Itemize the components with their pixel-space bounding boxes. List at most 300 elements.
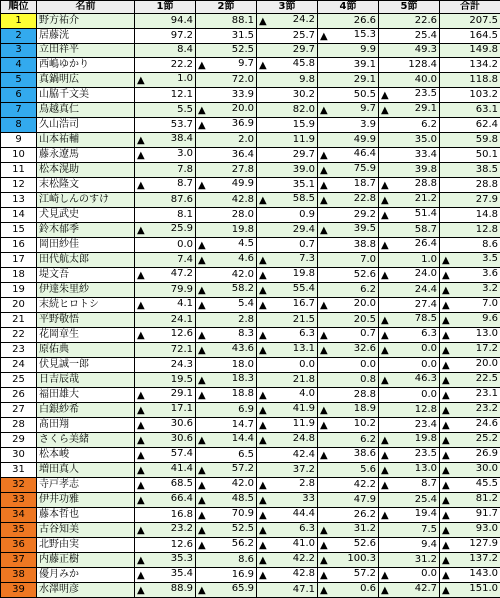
round-2-score — [196, 297, 257, 312]
negative-mark-icon: ▲ — [137, 585, 145, 597]
total-value: 13.0 — [476, 328, 498, 339]
table-row — [1, 192, 500, 207]
score-value: 23.4 — [415, 419, 437, 430]
score-value: 42.0 — [232, 478, 254, 489]
total-value: 91.7 — [476, 508, 498, 519]
round-4-score — [318, 282, 379, 297]
score-value: 42.7 — [415, 583, 437, 594]
negative-mark-icon: ▲ — [320, 420, 328, 432]
total-value: 38.5 — [476, 164, 498, 175]
score-value: 35.0 — [415, 134, 437, 145]
score-value: 82.0 — [293, 104, 315, 115]
negative-mark-icon: ▲ — [381, 375, 389, 387]
score-value: 38.4 — [171, 133, 193, 144]
score-value: 20.5 — [354, 314, 376, 325]
header-round-4: 4節 — [318, 1, 379, 14]
total-score — [440, 14, 500, 29]
negative-mark-icon: ▲ — [137, 135, 145, 147]
total-value: 103.2 — [469, 89, 498, 100]
player-name: 立田祥平 — [37, 44, 135, 57]
score-value: 3.0 — [177, 148, 193, 159]
negative-mark-icon: ▲ — [137, 270, 145, 282]
table-row — [1, 417, 500, 432]
negative-mark-icon: ▲ — [259, 420, 267, 432]
round-2-score — [196, 582, 257, 597]
negative-mark-icon: ▲ — [137, 300, 145, 312]
round-2-score — [196, 537, 257, 552]
round-4-score — [318, 522, 379, 537]
player-name: 優月みか — [37, 567, 135, 582]
score-value: 6.2 — [360, 434, 376, 445]
table-row — [1, 222, 500, 237]
round-4-score — [318, 162, 379, 177]
score-value: 88.1 — [232, 15, 254, 26]
score-value: 75.9 — [354, 163, 376, 174]
round-3-score — [257, 177, 318, 192]
negative-mark-icon: ▲ — [259, 435, 267, 447]
total-score — [440, 237, 500, 252]
header-rank: 順位 — [1, 1, 37, 14]
round-2-score — [196, 102, 257, 117]
total-value: 137.2 — [469, 553, 498, 564]
round-3-score — [257, 492, 318, 507]
table-row — [1, 507, 500, 522]
negative-mark-icon: ▲ — [442, 435, 450, 447]
total-value: 127.9 — [469, 538, 498, 549]
score-value: 66.4 — [171, 493, 193, 504]
negative-mark-icon: ▲ — [137, 450, 145, 462]
rank-cell: 12 — [1, 177, 37, 192]
negative-mark-icon: ▲ — [198, 495, 206, 507]
score-value: 97.2 — [171, 30, 193, 41]
score-value: 26.6 — [354, 15, 376, 26]
negative-mark-icon: ▲ — [381, 465, 389, 477]
player-name: 鳥越真仁 — [37, 102, 135, 117]
score-value: 38.8 — [354, 239, 376, 250]
round-4-score — [318, 147, 379, 162]
round-4-score — [318, 417, 379, 432]
negative-mark-icon: ▲ — [198, 330, 206, 342]
negative-mark-icon: ▲ — [198, 525, 206, 537]
round-4-score — [318, 29, 379, 44]
rank-cell: 25 — [1, 372, 37, 387]
negative-mark-icon: ▲ — [442, 510, 450, 522]
score-value: 12.1 — [171, 89, 193, 100]
total-score — [440, 357, 500, 372]
score-value: 16.8 — [171, 509, 193, 520]
score-value: 128.4 — [408, 59, 437, 70]
total-value: 207.5 — [469, 15, 498, 26]
table-row — [1, 372, 500, 387]
total-value: 23.2 — [476, 403, 498, 414]
negative-mark-icon: ▲ — [442, 495, 450, 507]
negative-mark-icon: ▲ — [259, 16, 267, 28]
player-name: 岡田紗佳 — [37, 237, 135, 252]
header-round-5: 5節 — [379, 1, 440, 14]
total-value: 45.5 — [476, 478, 498, 489]
total-score — [440, 312, 500, 327]
negative-mark-icon: ▲ — [381, 450, 389, 462]
score-value: 25.9 — [171, 223, 193, 234]
score-value: 24.8 — [293, 433, 315, 444]
rank-cell: 4 — [1, 57, 37, 72]
total-score — [440, 432, 500, 447]
score-value: 33.9 — [232, 89, 254, 100]
round-1-score — [135, 552, 196, 567]
round-2-score — [196, 192, 257, 207]
round-4-score — [318, 72, 379, 87]
score-value: 26.2 — [354, 509, 376, 520]
player-name: 鈴木郁季 — [37, 222, 135, 237]
round-4-score — [318, 582, 379, 597]
negative-mark-icon: ▲ — [381, 480, 389, 492]
score-value: 94.4 — [171, 15, 193, 26]
table-row — [1, 342, 500, 357]
negative-mark-icon: ▲ — [381, 315, 389, 327]
negative-mark-icon: ▲ — [259, 555, 267, 567]
score-value: 29.1 — [354, 74, 376, 85]
score-value: 57.2 — [354, 568, 376, 579]
round-5-score — [379, 567, 440, 582]
negative-mark-icon: ▲ — [259, 60, 267, 72]
player-name: 堤文吾 — [37, 267, 135, 282]
round-4-score — [318, 567, 379, 582]
negative-mark-icon: ▲ — [320, 345, 328, 357]
round-1-score — [135, 132, 196, 147]
round-1-score — [135, 312, 196, 327]
negative-mark-icon: ▲ — [259, 300, 267, 312]
table-row — [1, 132, 500, 147]
rank-cell: 24 — [1, 357, 37, 372]
score-value: 9.9 — [360, 44, 376, 55]
score-value: 22.8 — [354, 193, 376, 204]
score-value: 78.5 — [415, 313, 437, 324]
round-1-score — [135, 357, 196, 372]
negative-mark-icon: ▲ — [137, 330, 145, 342]
total-value: 12.8 — [476, 224, 498, 235]
score-value: 79.9 — [171, 284, 193, 295]
score-value: 38.6 — [354, 448, 376, 459]
round-3-score — [257, 312, 318, 327]
score-value: 52.6 — [354, 269, 376, 280]
table-row — [1, 492, 500, 507]
round-3-score — [257, 72, 318, 87]
player-name: 平野敬悟 — [37, 312, 135, 327]
score-value: 19.8 — [415, 433, 437, 444]
negative-mark-icon: ▲ — [320, 105, 328, 117]
player-name: 田代航太郎 — [37, 252, 135, 267]
total-score — [440, 477, 500, 492]
round-4-score — [318, 192, 379, 207]
score-value: 35.3 — [171, 553, 193, 564]
score-value: 87.6 — [171, 194, 193, 205]
player-name: 福田雄大 — [37, 387, 135, 402]
round-5-score — [379, 462, 440, 477]
round-1-score — [135, 237, 196, 252]
rank-cell: 21 — [1, 312, 37, 327]
total-score — [440, 327, 500, 342]
negative-mark-icon: ▲ — [198, 285, 206, 297]
round-4-score — [318, 252, 379, 267]
round-5-score — [379, 252, 440, 267]
score-value: 49.9 — [232, 178, 254, 189]
round-2-score — [196, 87, 257, 102]
score-value: 0.0 — [177, 239, 193, 250]
score-value: 29.7 — [293, 149, 315, 160]
round-3-score — [257, 282, 318, 297]
score-value: 14.7 — [232, 419, 254, 430]
round-2-score — [196, 462, 257, 477]
score-value: 25.4 — [415, 494, 437, 505]
score-value: 8.4 — [177, 44, 193, 55]
rank-cell: 35 — [1, 522, 37, 537]
total-score — [440, 387, 500, 402]
round-3-score — [257, 567, 318, 582]
rank-cell: 19 — [1, 282, 37, 297]
round-5-score — [379, 102, 440, 117]
score-value: 20.0 — [232, 103, 254, 114]
round-1-score — [135, 492, 196, 507]
negative-mark-icon: ▲ — [198, 510, 206, 522]
round-1-score — [135, 29, 196, 44]
table-row — [1, 177, 500, 192]
header-round-3: 3節 — [257, 1, 318, 14]
score-value: 9.7 — [360, 103, 376, 114]
score-value: 44.4 — [293, 508, 315, 519]
round-1-score — [135, 477, 196, 492]
total-score — [440, 222, 500, 237]
round-3-score — [257, 44, 318, 57]
score-value: 43.6 — [232, 343, 254, 354]
score-value: 13.1 — [293, 343, 315, 354]
score-value: 18.8 — [232, 388, 254, 399]
score-value: 4.5 — [238, 238, 254, 249]
negative-mark-icon: ▲ — [381, 345, 389, 357]
total-value: 26.9 — [476, 448, 498, 459]
negative-mark-icon: ▲ — [198, 585, 206, 597]
round-2-score — [196, 417, 257, 432]
score-value: 6.3 — [421, 328, 437, 339]
total-value: 30.0 — [476, 463, 498, 474]
negative-mark-icon: ▲ — [442, 390, 450, 402]
rank-cell: 1 — [1, 14, 37, 29]
round-3-score — [257, 192, 318, 207]
score-value: 31.2 — [354, 523, 376, 534]
total-score — [440, 72, 500, 87]
rank-cell: 20 — [1, 297, 37, 312]
rank-cell: 3 — [1, 44, 37, 57]
total-score — [440, 537, 500, 552]
player-name: 古谷知美 — [37, 522, 135, 537]
round-1-score — [135, 207, 196, 222]
rank-cell: 16 — [1, 237, 37, 252]
score-value: 42.4 — [293, 449, 315, 460]
rank-cell: 34 — [1, 507, 37, 522]
player-name: 伊達朱里紗 — [37, 282, 135, 297]
score-value: 56.2 — [232, 538, 254, 549]
round-5-score — [379, 522, 440, 537]
total-value: 14.8 — [476, 209, 498, 220]
round-4-score — [318, 312, 379, 327]
round-4-score — [318, 132, 379, 147]
score-value: 4.0 — [299, 388, 315, 399]
total-score — [440, 552, 500, 567]
negative-mark-icon: ▲ — [198, 255, 206, 267]
table-row — [1, 432, 500, 447]
total-value: 23.1 — [476, 388, 498, 399]
negative-mark-icon: ▲ — [137, 495, 145, 507]
negative-mark-icon: ▲ — [137, 555, 145, 567]
score-value: 1.0 — [421, 254, 437, 265]
score-value: 7.5 — [421, 524, 437, 535]
negative-mark-icon: ▲ — [320, 570, 328, 582]
score-value: 9.7 — [238, 58, 254, 69]
total-score — [440, 44, 500, 57]
round-3-score — [257, 252, 318, 267]
score-value: 42.8 — [293, 568, 315, 579]
negative-mark-icon: ▲ — [381, 240, 389, 252]
total-value: 81.2 — [476, 493, 498, 504]
ranking-body — [1, 14, 500, 597]
round-2-score — [196, 372, 257, 387]
score-value: 6.3 — [299, 523, 315, 534]
rank-cell: 9 — [1, 132, 37, 147]
round-2-score — [196, 342, 257, 357]
round-1-score — [135, 44, 196, 57]
negative-mark-icon: ▲ — [198, 390, 206, 402]
score-value: 35.1 — [293, 179, 315, 190]
table-row — [1, 537, 500, 552]
player-name: 真鍋明広 — [37, 72, 135, 87]
round-4-score — [318, 432, 379, 447]
negative-mark-icon: ▲ — [442, 360, 450, 372]
score-value: 30.6 — [171, 418, 193, 429]
round-5-score — [379, 147, 440, 162]
total-score — [440, 192, 500, 207]
score-value: 45.8 — [293, 58, 315, 69]
round-1-score — [135, 87, 196, 102]
negative-mark-icon: ▲ — [442, 405, 450, 417]
score-value: 24.0 — [415, 268, 437, 279]
negative-mark-icon: ▲ — [198, 480, 206, 492]
table-row — [1, 567, 500, 582]
negative-mark-icon: ▲ — [442, 585, 450, 597]
negative-mark-icon: ▲ — [137, 180, 145, 192]
score-value: 2.8 — [238, 314, 254, 325]
player-name: 日吉辰哉 — [37, 372, 135, 387]
total-value: 63.1 — [476, 104, 498, 115]
round-4-score — [318, 327, 379, 342]
player-name: 居藤洸 — [37, 29, 135, 44]
negative-mark-icon: ▲ — [259, 570, 267, 582]
score-value: 24.2 — [293, 14, 315, 25]
round-2-score — [196, 387, 257, 402]
total-value: 151.0 — [469, 583, 498, 594]
round-1-score — [135, 282, 196, 297]
round-3-score — [257, 297, 318, 312]
round-4-score — [318, 447, 379, 462]
rank-cell: 11 — [1, 162, 37, 177]
negative-mark-icon: ▲ — [259, 345, 267, 357]
score-value: 5.4 — [238, 298, 254, 309]
total-value: 3.6 — [482, 268, 498, 279]
total-score — [440, 507, 500, 522]
total-score — [440, 342, 500, 357]
round-2-score — [196, 267, 257, 282]
score-value: 7.8 — [177, 164, 193, 175]
rank-cell: 15 — [1, 222, 37, 237]
score-value: 11.9 — [293, 134, 315, 145]
round-3-score — [257, 582, 318, 597]
header-name: 名前 — [37, 1, 135, 14]
round-5-score — [379, 222, 440, 237]
round-1-score — [135, 72, 196, 87]
negative-mark-icon: ▲ — [320, 180, 328, 192]
total-score — [440, 117, 500, 132]
score-value: 39.0 — [293, 164, 315, 175]
total-value: 3.2 — [482, 283, 498, 294]
table-row — [1, 402, 500, 417]
round-3-score — [257, 477, 318, 492]
score-value: 52.5 — [232, 523, 254, 534]
negative-mark-icon: ▲ — [442, 555, 450, 567]
round-1-score — [135, 267, 196, 282]
score-value: 0.0 — [360, 359, 376, 370]
score-value: 23.5 — [415, 88, 437, 99]
score-value: 0.0 — [421, 389, 437, 400]
score-value: 72.1 — [171, 344, 193, 355]
round-3-score — [257, 552, 318, 567]
total-value: 8.6 — [482, 239, 498, 250]
round-1-score — [135, 372, 196, 387]
negative-mark-icon: ▲ — [320, 165, 328, 177]
total-score — [440, 492, 500, 507]
round-1-score — [135, 117, 196, 132]
score-value: 48.5 — [232, 493, 254, 504]
score-value: 19.8 — [293, 268, 315, 279]
negative-mark-icon: ▲ — [381, 210, 389, 222]
negative-mark-icon: ▲ — [198, 180, 206, 192]
round-4-score — [318, 102, 379, 117]
negative-mark-icon: ▲ — [137, 420, 145, 432]
score-value: 53.7 — [171, 119, 193, 130]
score-value: 72.0 — [232, 74, 254, 85]
negative-mark-icon: ▲ — [259, 285, 267, 297]
table-row — [1, 297, 500, 312]
score-value: 57.2 — [232, 463, 254, 474]
negative-mark-icon: ▲ — [381, 195, 389, 207]
round-5-score — [379, 552, 440, 567]
round-5-score — [379, 537, 440, 552]
round-3-score — [257, 222, 318, 237]
negative-mark-icon: ▲ — [137, 480, 145, 492]
rank-cell: 13 — [1, 192, 37, 207]
score-value: 30.6 — [171, 433, 193, 444]
negative-mark-icon: ▲ — [198, 60, 206, 72]
round-5-score — [379, 312, 440, 327]
round-1-score — [135, 387, 196, 402]
score-value: 31.5 — [232, 30, 254, 41]
score-value: 21.8 — [293, 374, 315, 385]
table-row — [1, 477, 500, 492]
round-3-score — [257, 387, 318, 402]
score-value: 49.3 — [415, 44, 437, 55]
score-value: 5.5 — [177, 104, 193, 115]
negative-mark-icon: ▲ — [442, 315, 450, 327]
table-row — [1, 522, 500, 537]
score-value: 2.0 — [238, 134, 254, 145]
score-value: 33.4 — [415, 149, 437, 160]
